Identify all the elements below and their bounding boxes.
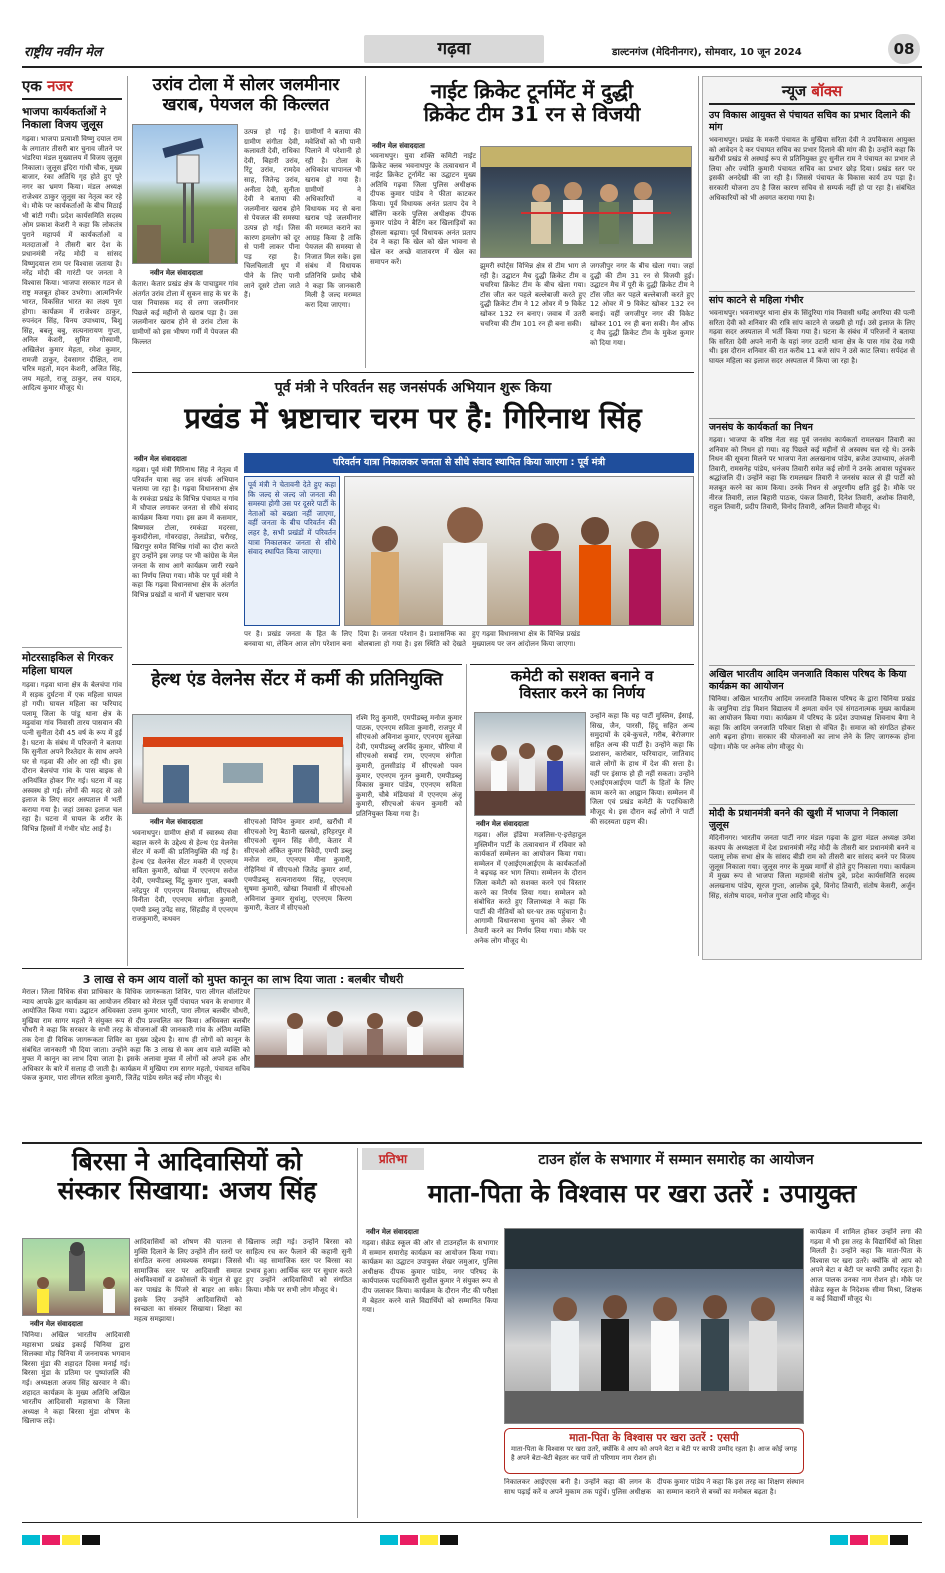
story-text: गढ़वा। पूर्व मंत्री गिरिनाथ सिंह ने नेतृत्व में परिवर्तन यात्रा सह जन संपर्क अभियान चलाया जा रहा है। गढ़वा विधानसभा क्षेत्र के रमकंडा प्रखंड के विभिन्न पंचायत व गांव में चौपाल लगाकर जनता से सीधे संवाद कार्यक्रम किया गया। इस क्रम में कसमार, बिष्णवल टोला, रमकंडा मदरसा, कुशदीरोला, गोवरदाहा, तेलडोडा, चरौरह, खिरापुर समेत विभिन्न गांवों का दौरा करते हुए उन्होंने इस जगह पर भी कांग्रेस के मेल जनता के साथ आगे कार्यक्रम जारी रखने का निर्णय लिया गया। मौके पर पूर्व मंत्री ने कहा कि गढ़वा विधानसभा क्षेत्र के अंतर्गत विभिन्न प्रखंडों व थानों में भ्रष्टाचार चरम (132, 466, 238, 599)
story-text: चिनिया। अखिल भारतीय आदिम जनजाति विकास परिषद के द्वारा चिनिया प्रखंड के जमुनिया टांड़ मिशन विद्यालय में क्षमता वर्धन एवं संगठनात्मक मुख्य कार्यक्रम का आयोजन किया गया। कार्यक्रम में परिषद के प्रदेश उपाध्यक्ष शिवनाथ बैगा ने कहा कि आदिम जनजाति परिवार शिक्षा से वंचित हैं। समाज को संगठित होकर आगे बढ़ना होगा। सरकार की योजनाओं का लाभ लेने के लिए जागरूक होना पड़ेगा। मौके पर अनेक लोग मौजूद थे। (709, 695, 915, 751)
story-heading: भाजपा कार्यकर्ताओं ने निकाला विजय जुलूस (22, 106, 107, 131)
story-text: मेराल। जिला विधिक सेवा प्राधिकार के विधिक जागरूकता शिविर, पारा लीगल वॉलंटियर न्याय आपके द्वार कार्यक्रम का आयोजन रविवार को मेराल पूर्वी पंचायत भवन के सभागार में आयोजित किया गया। उद्घाटन अधिवक्ता उत्तम कुमार भारती, पारा लीगल बलबीर चौधरी, मुखिया राम सागर महतो ने संयुक्त रूप से दीप प्रज्वलित कर किया। अधिवक्ता बलबीर चौधरी ने कहा कि सरकार के सभी तरह के योजनाओं की जानकारी गांव के अंतिम व्यक्ति तक देना ही विधिक जागरूकता शिविर का मुख्य उद्देश्य है। साथ ही लोगों को कानून के संबंधित जानकारी भी दिया जाता। उन्होंने कहा कि 3 लाख से कम आय वाले व्यक्ति को मुफ्त में कानून का लाभ दिया जाता है। इसके अलावा मुफ्त में लोगों को अपने हक और अधिकार के बारे में सलाह दी जाती है। कार्यक्रम में मुखिया राम सागर महतो, पंचायत सचिव पंकज कुमार, पारा लीगल सरिता कुमारी, जितेंद्र पांडेय समेत कई लोग मौजूद थे। (22, 988, 250, 1083)
story-heading: मोटरसाइकिल से गिरकर महिला घायल (22, 652, 114, 677)
pariwartan-photo (344, 476, 694, 626)
camp-illustration (255, 989, 464, 1068)
ribbon-cutting-illustration (481, 147, 692, 258)
news-box-label: न्यूज बॉक्स (709, 81, 915, 105)
pratibha-caption-box: माता-पिता के विश्वास पर खरा उतरें : एसपी माता-पिता के विश्वास पर खरा उतरें, क्योंकि वे आप को अपने बेटा व बेटी पर काफी उम्मीद रहता है। आज कोई जगह है अपने बेटा-बेटी बेहतर कर पायें तो परिणाम नाम रोशन हो। (504, 1428, 804, 1474)
byline: नवीन मेल संवाददाता (150, 818, 203, 826)
dateline: डाल्टनगंज (मेदिनीनगर), सोमवार, 10 जून 2024 (612, 47, 802, 58)
cricket-photo (480, 146, 692, 258)
pariwartan-headline: प्रखंड में भ्रष्टाचार चरम पर है: गिरिनाथ सिंह (184, 401, 642, 435)
kanoon-headline: 3 लाख से कम आय वालों को मुफ्त कानून का लाभ दिया जाता : बलबीर चौधरी (82, 973, 404, 986)
story-heading: अखिल भारतीय आदिम जनजाति विकास परिषद के किया कार्यक्रम का आयोजन (709, 669, 907, 692)
registration-marks-center (380, 1530, 460, 1549)
story-text: सीएचओ विपिन कुमार शर्मा, खरौंधी में सीएचओ रेणु बैठानी खलखो, हरिहरपुर में सीएचओ सुमन सिंह सेंगी, केतार में सीएचओ अंकित कुमार त्रिवेदी, एमपी डब्लू मनोज राम, एएनएम मीना कुमारी, रोहिनियां में सीएचओ जितेंद्र कुमार शर्मा, एमपीडब्लू सत्यनारायण सिंह, एएनएम सुषमा कुमारी, खोखा निवासी में सीएचओ अविनाश कुमार सुधांशु, एएनएम किरण कुमारी, केतार में सीएचओ (244, 818, 352, 913)
water-tower-illustration (133, 125, 238, 264)
news-box (702, 76, 922, 960)
byline: नवीन मेल संवाददाता (366, 1228, 419, 1236)
story-text: ग्रामीणों ने बताया की मवेशियों को भी पानी पिलाने में परेशानी हो रही है। टोला के अधिकांश चापानल भी खराब हो गया है। ग्रामीणों ने अधिकारियों व विधायक मद से बना खराब पड़े जलमीनार की मरम्मत कराने का आग्रह किया है ताकि पेयजल की समस्या से निजात मिल सके। इस संबंध में विधायक प्रतिनिधि प्रमोद चौबे ने कहा कि जानकारी मिली है जल्द मरम्मत करा दिया जाएगा। (305, 128, 361, 309)
pratibha-label: प्रतिभा (362, 1148, 424, 1170)
story-text: पर है। प्रखंड जनता के हित के लिए बनवाया था, लेकिन आज लोग परेशान बना दिया है। जनता परेशान है। प्रशासनिक का बोलबाला हो गया है। इस स्थिति को देखते हुए गढ़वा विधानसभा क्षेत्र के विभिन्न प्रखंड मुख्यालय पर जन आंदोलन किया जाएगा। (244, 630, 580, 648)
byline: नवीन मेल संवाददाता (372, 142, 425, 150)
story-text: मेदिनीनगर। भारतीय जनता पार्टी नगर मंडल गढ़वा के द्वारा मंडल अध्यक्ष उमेश कश्यप के अध्यक्षता में देश प्रधानमंत्री नरेंद्र मोदी के तीसरी बार प्रधानमंत्री बनने व पलामू लोक सभा क्षेत्र के सांसद बीडी राम को तीसरी बार सांसद बनने पर विजय जुलूस निकाला गया। जुलूस नगर के मुख्य मार्गों से होते हुए निकाला गया। कार्यक्रम में मुख्य रूप से भाजपा जिला महामंत्री संतोष दुबे, प्रदेश कार्यसमिति सदस्य अलखनाथ पांडेय, सूरज गुप्ता, आलोक दुबे, विनोद तिवारी, संतोष केसरी, अर्जुन सिंह, संतोष यादव, मनोज गुप्ता आदि मौजूद थे। (709, 834, 915, 900)
story-text: कार्यक्रम में शामिल होकर उन्होंने लगा की गढ़वा में भी इस तरह के विद्यार्थियों को शिक्षा मिलती है। उन्होंने कहा कि माता-पिता के विश्वास पर खरा उतरें। क्योंकि वो आप को अपने बेटा व बेटी पर काफी उम्मीद रहता है। आज पालक उनका नाम रोशन हो। मौके पर सेक्रेड स्कूल के निदेशक सीमा मिश्रा, शिक्षक व कई विद्यार्थी मौजूद थे। (810, 1228, 922, 1304)
headline-line1: बिरसा ने आदिवासियों को (71, 1147, 303, 1176)
header-rule (22, 66, 922, 68)
headline-line2: संस्कार सिखाया: अजय सिंह (57, 1175, 317, 1205)
headline-line2: खराब, पेयजल की किल्लत (162, 94, 330, 115)
story-text: रश्मि रितु कुमारी, एमपीडब्लू मनोज कुमार पाठक, एएनएम सविता कुमारी, राजपुर में सीएचओ अविनाश कुमार, एएनएम सुलेखा देवी, एमपीडब्लू अरविंद कुमार, चौरिया में सीएचओ सबाई राम, एएनएम संगीता कुमारी, तुलसीडांड़ में सीएचओ पवन कुमार, एएनएम नूतन कुमारी, एमपीडब्लू विकास कुमार पांडेय, एएनएम सविता कुमारी, चौबे मंडियावां में एएनएम अंजू कुमारी, सीएचओ कंचन कुमारी को प्रतिनियुक्त किया गया है। (356, 714, 462, 818)
ek-nazar-label: एक नजर (22, 76, 122, 100)
story-heading: मोदी के प्रधानमंत्री बनने की खुशी में भाजपा ने निकाला जुलूस (709, 808, 898, 831)
section-title: गढ़वा (437, 39, 471, 59)
masthead: राष्ट्रीय नवीन मेल (24, 45, 102, 60)
story-text: केतार। केतार प्रखंड क्षेत्र के पाचाडुमर गांव अंतर्गत उरांव टोला में सुकन साह के घर के पास नियासक मद से लगा जलमीनार पिछले कई महीनों से खराब पड़ा है। उस जलमीनार खराब होने से उरांव टोला के ग्रामीणों को इस भीषण गर्मी में पेयजल की किल्लत (132, 280, 238, 346)
kanoon-photo (254, 988, 464, 1068)
ek-nazar-column (22, 76, 122, 976)
headline-line1: नाईट क्रिकेट टूर्नामेंट में दुद्धी (430, 79, 634, 103)
story-heading: सांप काटने से महिला गंभीर (709, 295, 804, 306)
story-text: भवनाथपुर। ग्रामीण क्षेत्रों में स्वास्थ्य सेवा बहाल करने के उद्देश्य से हेल्थ एंड वेलनेस सेंटर में कर्मी की प्रतिनियुक्ति की गई है। हेल्थ एंड वेलनेस सेंटर मकरी में एएनएम सविता कुमारी, खोखा में एएनएम सरोज देवी, एमपीडब्लू विंटू कुमार गुप्ता, बक्शी नरेंद्रपुर में एएनएम विशाखा, सीएचओ विनीता देवी, एएनएम संगीता कुमारी, एमपी डब्लू उपेंद्र साह, सिंहडीह में एएनएम राजकुमारी, कथवन (132, 829, 238, 924)
committee-photo (474, 712, 586, 816)
story-heading: उप विकास आयुक्त से पंचायत सचिव का प्रभार दिलाने की मांग (709, 110, 911, 133)
story-text: निकालकर आईएएस बनी है। उन्होंने कहा की लगन के साथ पढ़ाई करें व अपने मुकाम तक पहुंचें। पुलिस अधीक्षक दीपक कुमार पांडेय ने कहा कि इस तरह का शिक्षण संस्थान का सम्मान कराने से बच्चों का मनोबल बढ़ता है। (504, 1478, 804, 1496)
health-centre-illustration (133, 715, 352, 814)
story-text: भवनाथपुर। युवा शक्ति कमिटी नाईट क्रिकेट क्लब भवनाथपुर के तत्वावधान में नाईट क्रिकेट टूर्नामेंट का उद्घाटन मुख्य अतिथि गढ़वा जिला पुलिस अधीक्षक दीपक कुमार पांडेय ने फीता काटकर किया। पूर्व विधायक अनंत प्रताप देव ने बॉलिंग करके पुलिस अधीक्षक दीपक कुमार पांडेय ने बैटिंग कर खिलाड़ियों का हौसला बढ़ाया। पूर्व विधायक अनंत प्रताप देव ने कहा कि खेल को खेल भावना से खेल कर अच्छे वातावरण में खेल का समापन करें। (370, 152, 476, 266)
tribute-illustration (23, 1239, 130, 1316)
birsa-photo (22, 1238, 130, 1316)
story-text: भवनाथपुर। भवनाथपुर थाना क्षेत्र के सिंदुरिया गांव निवासी धर्मेंद्र अगरिया की पत्नी सरिता देवी को शनिवार की रात्रि सांप काटने से जख्मी हो गई। उसे इलाज के लिए गढ़वा सदर अस्पताल में भर्ती किया गया है। घटना के संबंध में परिजनों ने बताया कि सरिता देवी अपने नानी के यहां नगर उटारी थाना क्षेत्र के पास गांव देख गयी थी। इस दौरान शनिवार की रात करीब 11 बजे सांप ने उसे काट लिया। सर्पदंश से घायल महिला का इलाज सदर अस्पताल में किया जा रहा है। (709, 309, 915, 365)
story-text: खिलाफ लड़ी गई। उन्होंने बिरसा को साहित्य रच कर फैलाने की कहानी सुनी थी। वह सामाजिक स्तर पर बिरसा का प्रभाव हुआ। आर्थिक स्तर पर सुधार करते हुए उन्होंने आदिवासियों को संगठित किया। मौके पर सभी लोग मौजूद थे। (246, 1238, 352, 1294)
pariwartan-kicker: पूर्व मंत्री ने परिवर्तन सह जनसंपर्क अभियान शुरू किया (274, 380, 552, 396)
story-heading: जनसंघ के कार्यकर्ता का निधन (709, 422, 813, 433)
story-text: भवनाथपुर। प्रखंड के मकरी पंचायत के मुखिया सरिता देवी ने उपविकास आयुक्त को आवेदन दे कर पंचायत सचिव का प्रभार दिलाने की मांग की है। उन्होंने कहा कि खरौंधी प्रखंड से अस्थाई रूप से प्रतिनियुक्त हुए सुनील राम ने पंचायत का प्रभार ले लिया और ज्योति कुमारी पंचायत सचिव का प्रभार छोड़ दिया। प्रखंड स्तर पर इसकी अनदेखी की जा रही है। जिससे पंचायत के विकास कार्य ठप पड़ा है। सरकारी योजना ठप है जिस कारण सचिव से सम्पर्क नहीं हो पा रहा है। संबंधित अधिकारियों को भी अवगत कराया गया है। (709, 136, 915, 202)
cricket-story (370, 80, 694, 140)
pariwartan-quote-box: पूर्व मंत्री ने चेतावनी देते हुए कहा कि जल्द से जल्द जो जनता की समस्या होगी उस पर दूसरे पार्टी के नेताओं को बख्शा नहीं जाएगा, वहीं जनता के बीच परिवर्तन की लहर है, सभी प्रखंडों में परिवर्तन यात्रा निकालकर जनता से सीधे संवाद स्थापित किया जाएगा। (244, 476, 340, 626)
story-text: गढ़वा। भाजपा प्रत्याशी विष्णु दयाल राम के लगातार तीसरी बार चुनाव जीतने पर भंडरिया मंडल मुख्यालय में विजय जुलूस निकाला। जुलूस इंदिरा गांधी चौक, मुख्य बाजार, रंका अतिथि गृह होते हुए पूरे नगर का भ्रमण किया। मंडल अध्यक्ष राजेश्वर ठाकुर जुलूस का नेतृत्व कर रहे थे। मौके पर कार्यकर्ताओं के बीच मिठाई भी बांटी गयी। प्रदेश कार्यसमिति सदस्य ओम प्रकाश केशरी ने कहा कि लोकतंत्र पुराने महापर्व में कार्यकर्ताओं व मतदाताओं ने तीसरी बार देश के प्रधानमंत्री नरेंद्र मोदी व सांसद विष्णुदयाल राम पर विश्वास जताया है। नरेंद्र मोदी की गारंटी पर जनता ने विश्वास किया। भाजपा सरकार गठन से राष्ट्र मजबूत होकर उभरेगा। आत्मनिर्भर भारत, विकसित भारत का लक्ष्य पूरा होगा। कार्यक्रम में राजेश्वर ठाकुर, रुपनंदन सिंह, विनय उपाध्याय, बिशु सिंह, बबलू बबु, सत्यनारायण गुप्ता, अनिल केशरी, सुमित गोस्वामी, अखिलेश कुमार मेहता, रमेश कुमार, रामजी ठाकुर, देवसागर दीक्षित, राम चरित्र महतो, मदन केशरी, अजित सिंह, जय महतो, राजू ठाकुर, लव यादव, आदित्य कुमार मौजूद थे। (22, 135, 122, 393)
page-number: 08 (888, 34, 920, 64)
pariwartan-banner: परिवर्तन यात्रा निकालकर जनता से सीधे संवाद स्थापित किया जाएगा : पूर्व मंत्री (244, 453, 694, 473)
pratibha-kicker: टाउन हॉल के सभागार में सम्मान समारोह का आयोजन (538, 1152, 814, 1168)
story-text: झुमरी स्पोर्ट्स विभिन्न क्षेत्र से टीम भाग ले रही है। उद्घाटन मैच दुद्धी क्रिकेट टीम व चचरिया क्रिकेट टीम के बीच खेला गया। टॉस जीत कर पहले बल्लेबाजी करते हुए दुद्धी क्रिकेट टीम ने 12 ओवर में 9 विकेट खोकर 132 रन बनाए। जवाब में उतरी चचरिया की टीम 101 रन ही बना सकी। (480, 262, 586, 328)
health-headline: हेल्थ एंड वेलनेस सेंटर में कर्मी की प्रतिनियुक्ति (151, 670, 443, 690)
byline: नवीन मेल संवाददाता (134, 455, 187, 463)
crowd-illustration (345, 477, 694, 626)
headline-line1: कमेटी को सशक्त बनाने व (510, 667, 654, 685)
byline: नवीन मेल संवाददाता (476, 820, 529, 828)
story-text: उन्होंने कहा कि यह पार्टी मुस्लिम, ईसाई, सिख, जैन, पारसी, हिंदू सहित अन्य समुदायों के दबे-कुचले, गरीब, बेरोजगार सहित अन्य की पार्टी है। उन्होंने कहा कि प्रशासन, कारोबार, फरियादार, जातिवाद वाले लोगों के हाथ में देश की सत्ता है। वहीं पर इंसाफ हो ही नहीं सकता। उन्होंने एआईएमआईएम पार्टी के हितों के लिए काम करने का आह्वान किया। सम्मेलन में जिला एवं प्रखंड कमेटी के पदाधिकारी मौजूद थे। इस दौरान कई लोगों ने पार्टी की सदस्यता ग्रहण की। (590, 712, 694, 826)
story-text: चिनिया। अखिल भारतीय आदिवासी महासभा प्रखंड इकाई चिनिया द्वारा सिलक्वा मोड़ चिनिया में जननायक भगवान बिरसा मुंडा की शहादत दिवस मनाई गई। बिरसा मुंडा के प्रतिमा पर पुष्पांजलि की गई। अध्यक्षता अजय सिंह खरवार ने की। शहादत कार्यक्रम के मुख्य अतिथि अखिल भारतीय आदिवासी महासभा के जिला अध्यक्ष ने कहा बिरसा मुंडा शोषण के खिलाफ लड़े। (22, 1331, 130, 1426)
registration-marks-left (22, 1530, 102, 1549)
story-text: गढ़वा। भाजपा के वरिष्ठ नेता सह पूर्व जनसंघ कार्यकर्ता रामलखन तिवारी का शनिवार को निधन हो गया। वह पिछले कई महीनों से अस्वस्थ चल रहे थे। उनके निधन की सूचना मिलने पर भाजपा नेता अलखनाथ पांडेय, ब्रजेश उपाध्याय, अंजनी तिवारी, रामसनेह पांडेय, धनंजय तिवारी समेत कई लोगों ने उनके आवास पहुंचकर श्रद्धांजलि दी। उन्होंने कहा कि रामलखन तिवारी ने जनसंघ काल से ही पार्टी को मजबूत करने का काम किया। उनके निधन से अपूरणीय क्षति हुई है। मौके पर नीरज तिवारी, लाल बिहारी पाठक, पंकज तिवारी, दिनेश तिवारी, अशोक तिवारी, राहुल तिवारी, प्रदीप तिवारी, विनोद तिवारी, अनिल तिवारी मौजूद थे। (709, 436, 915, 512)
story-text: आदिवासियों को शोषण की यातना से मुक्ति दिलाने के लिए उन्होंने तीन स्तरों पर संगठित करना आवश्यक समझा। जिससे सामाजिक स्तर पर आदिवासी समाज अंधविश्वासों व ढकोसलों के चंगुल से छूट कर पाखंड के पिंजरे से बाहर आ सके। इसके लिए उन्होंने आदिवासियों को स्वच्छता का संस्कार सिखाया। शिक्षा का महत्व समझाया। (134, 1238, 242, 1323)
solar-photo (132, 124, 238, 264)
story-text: जगजीपुर नगर के बीच खेला गया। जहां दुद्धी की टीम 31 रन से विजयी हुई। उद्घाटन मैच में पूरी के दुद्धी क्रिकेट टीम ने टॉस जीत कर पहले बल्लेबाजी करते हुए 12 ओवर में 9 विकेट खोकर 132 रन बनाई। वहीं जगजीपुर नगर की विकेट खोकर 101 रन ही बना सकी। मैन ऑफ द मैच दुद्धी क्रिकेट टीम के मुकेश कुमार को दिया गया। (590, 262, 694, 347)
story-text: गढ़वा। सेक्रेड स्कूल की ओर से टाउनहॉल के सभागार में सम्मान समारोह कार्यक्रम का आयोजन किया गया। कार्यक्रम का उद्घाटन उपायुक्त शेखर जमुआर, पुलिस अधीक्षक दीपक कुमार पांडेय, नगर परिषद के कार्यपालक पदाधिकारी सुशील कुमार ने संयुक्त रूप से दीप जलाकर किया। कार्यक्रम के दौरान नीट की परीक्षा में बेहतर करने वाले विद्यार्थियों को सम्मानित किया गया। (362, 1239, 498, 1315)
page-header (22, 34, 922, 64)
story-text: गढ़वा। गढ़वा थाना क्षेत्र के बेलचंपा गांव में सड़क दुर्घटना में एक महिला घायल हो गयी। घायल महिला का फरियाद पलामू जिला के पांडू थाना क्षेत्र के मढ़ुवांवा गांव निवासी तारय पासवान की पत्नी सुनीता देवी 45 वर्ष के रूप में हुई है। घटना के संबंध में परिजनों ने बताया कि सुनीता अपने रिश्तेदार के साथ अपने घर से गढ़वा की ओर आ रही थी। इस दौरान बेलचंपा गांव के पास बाइक से अनियंत्रित होकर गिर गई। घटना में वह अस्वस्थ हो गई। लोगों की मदद से उसे इलाज के लिए सदर अस्पताल में भर्ती कराया गया है। जहां उसका इलाज चल रहा है। घटना में घायल के शरीर के विभिन्न हिस्सों में गंभीर चोट आई है। (22, 681, 122, 833)
meeting-illustration (475, 713, 586, 816)
headline-line2: विस्तार करने का निर्णय (519, 684, 645, 703)
pratibha-headline: माता-पिता के विश्वास पर खरा उतरें : उपायुक्त (427, 1179, 857, 1208)
birsa-story (22, 1148, 352, 1206)
committee-story (470, 668, 694, 703)
headline-line2: क्रिकेट टीम 31 रन से विजयी (423, 102, 641, 126)
headline-line1: उरांव टोला में सोलर जलमीनार (152, 75, 340, 95)
health-photo (132, 714, 352, 814)
story-text: उत्पन्न हो गई है। ग्रामीण संगीता देवी, कलावती देवी, राधिका देवी, बिहारी उरांव, रिंटू उरांव, रामदेव साह, जितेन्द्र उरांव, अनीता देवी, सुनीता देवी ने बताया की जलमीनार खराब होने से पेयजल की समस्या उत्पन्न हो गई। जिस कारण हमलोग को दूर से पानी लाकर पीना पड़ रहा है। चिलचिलाती धूप में पीने के लिए पानी लाने दूसरे टोला जाते हैं। (244, 128, 300, 300)
pratibha-photo (504, 1228, 804, 1424)
story-text: गढ़वा। ऑल इंडिया मजलिस-ए-इत्तेहादुल मुस्लिमीन पार्टी के तत्वावधान में रविवार को कार्यकर्ता सम्मेलन का आयोजन किया गया। सम्मेलन में एआईएमआईएम के कार्यकर्ताओं ने बढ़चढ़ कर भाग लिया। सम्मेलन के दौरान जिला कमेटी को सशक्त करने एवं विस्तार करने का निर्णय लिया गया। सम्मेलन को संबोधित करते हुए जिलाध्यक्ष ने कहा कि पार्टी की नीतियों को घर-घर तक पहुंचाना है। आगामी विधानसभा चुनाव को लेकर भी तैयारी करने का निर्णय लिया गया। मौके पर अनेक लोग मौजूद थे। (474, 831, 586, 945)
byline: नवीन मेल संवाददाता (30, 1320, 83, 1328)
byline: नवीन मेल संवाददाता (150, 269, 203, 277)
award-ceremony-illustration (505, 1229, 804, 1424)
registration-marks-right (830, 1530, 910, 1549)
section-tab (364, 35, 544, 63)
